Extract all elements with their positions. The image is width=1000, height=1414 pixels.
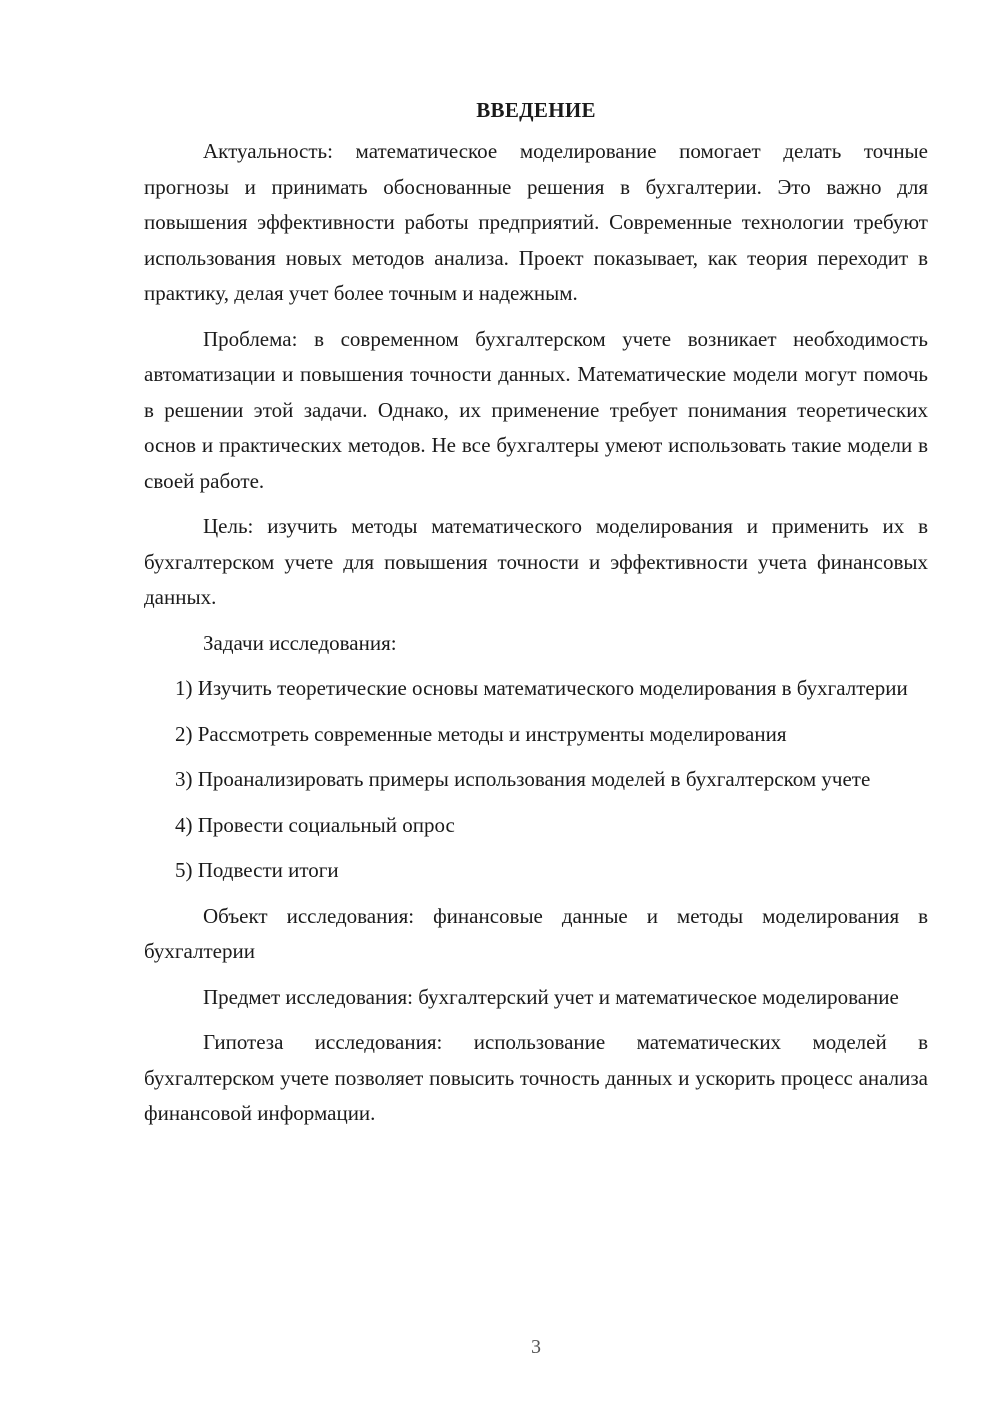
page-number: 3	[531, 1336, 541, 1358]
tasks-heading: Задачи исследования:	[203, 630, 397, 655]
task-item-5: 5) Подвести итоги	[175, 858, 339, 882]
page-content	[144, 93, 928, 1142]
task-item-4: 4) Провести социальный опрос	[175, 812, 455, 837]
paragraph-subject: Предмет исследования: бухгалтерский учет и математическое моделирование	[203, 984, 899, 1009]
paragraph-goal: Цель: изучить методы математического моделирования и применить их в бухгалтерском учете для повышения точности и эффективности учета финансовых данных.	[144, 514, 928, 609]
paragraph-hypothesis: Гипотеза исследования: использование математических моделей в бухгалтерском учете позволяет повысить точность данных и ускорить процесс анализа финансовой информации.	[144, 1030, 928, 1125]
task-item-2: 2) Рассмотреть современные методы и инструменты моделирования	[175, 721, 787, 746]
paragraph-problem: Проблема: в современном бухгалтерском учете возникает необходимость автоматизации и повышения точности данных. Математические модели могут помочь в решении этой задачи. Однако, их применение требует понимания теоретических основ и практических методов. Не все бухгалтеры умеют использовать такие модели в своей работе.	[144, 326, 928, 493]
paragraph-object: Объект исследования: финансовые данные и методы моделирования в бухгалтерии	[144, 903, 928, 963]
page-title: ВВЕДЕНИЕ	[476, 98, 596, 122]
task-item-1: 1) Изучить теоретические основы математического моделирования в бухгалтерии	[175, 676, 908, 700]
paragraph-relevance: Актуальность: математическое моделирование помогает делать точные прогнозы и принимать обоснованные решения в бухгалтерии. Это важно для повышения эффективности работы предприятий. Современные технологии требуют использования новых методов анализа. Проект показывает, как теория переходит в практику, делая учет более точным и надежным.	[144, 139, 928, 305]
task-item-3: 3) Проанализировать примеры использования моделей в бухгалтерском учете	[175, 767, 871, 791]
